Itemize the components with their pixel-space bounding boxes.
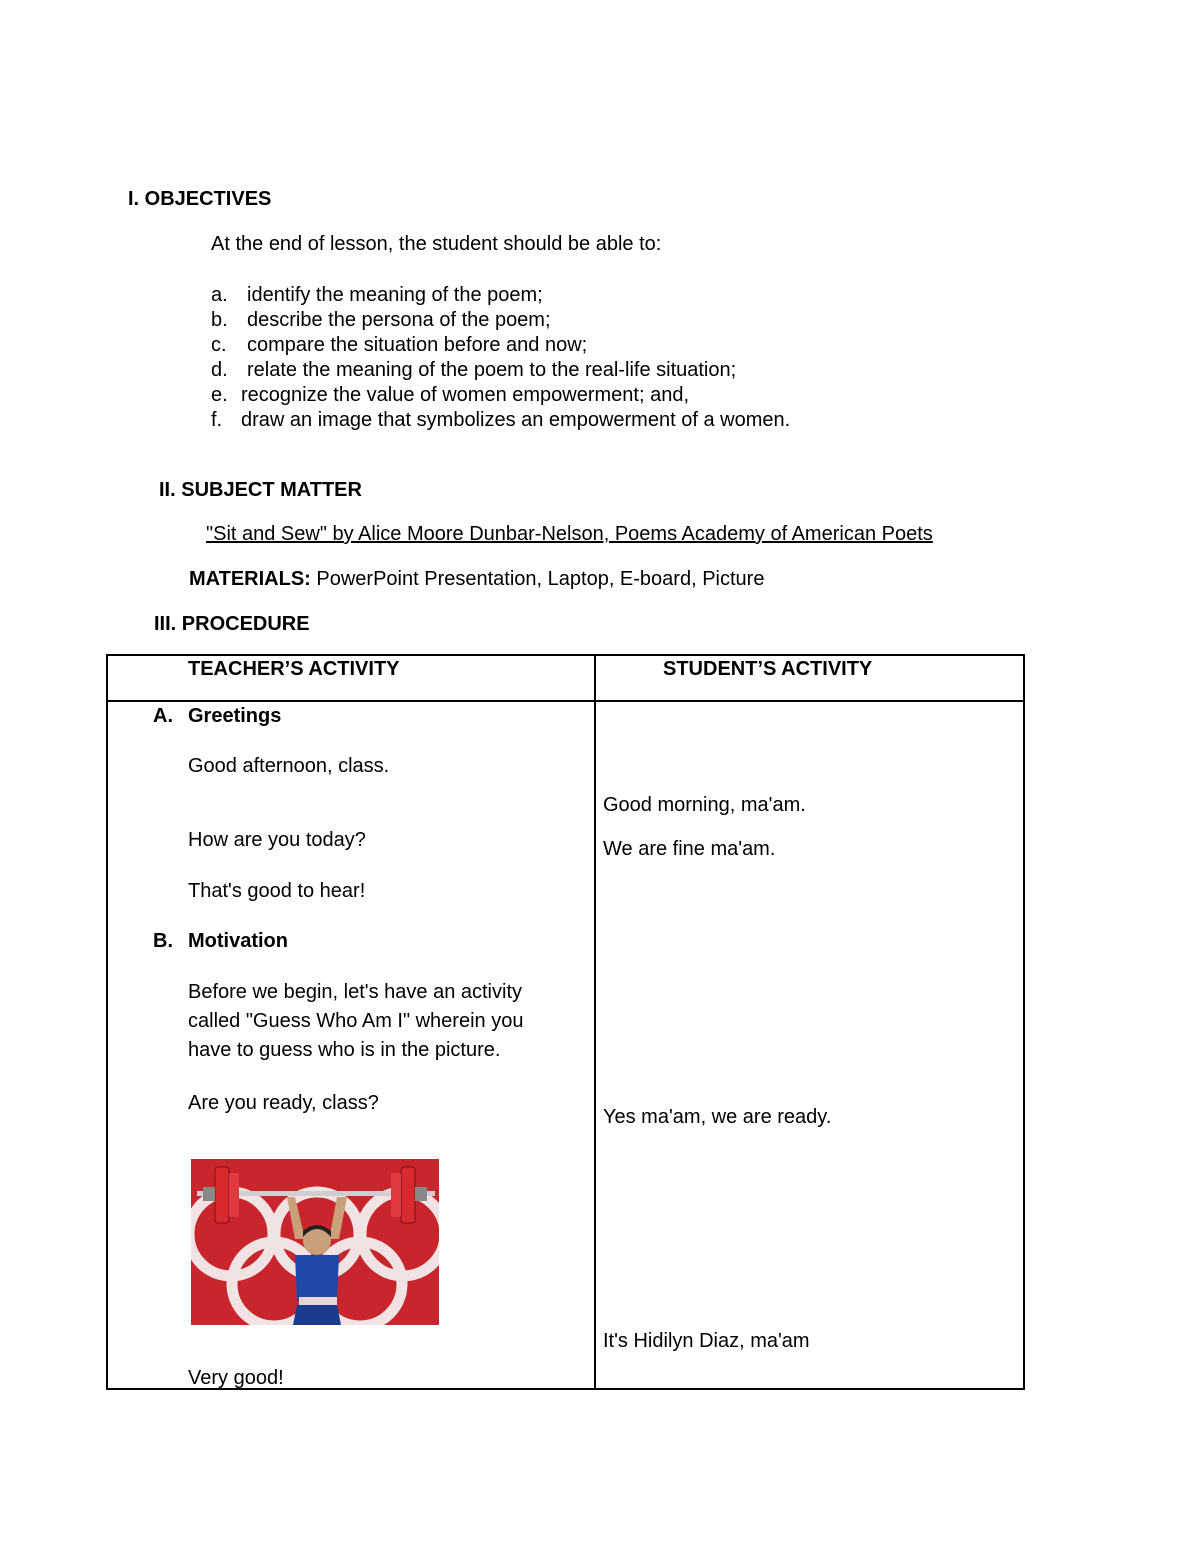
objectives-heading: I. OBJECTIVES xyxy=(128,188,272,210)
teacher-good-to-hear: That's good to hear! xyxy=(188,880,366,902)
teacher-greeting: Good afternoon, class. xyxy=(188,755,390,777)
objective-item xyxy=(211,409,790,432)
column-divider xyxy=(594,656,596,1388)
objective-letter: a. xyxy=(211,284,228,306)
objective-text: recognize the value of women empowerment; and, xyxy=(241,384,690,406)
objective-item xyxy=(211,284,543,307)
student-good-morning: Good morning, ma'am. xyxy=(603,794,806,816)
objective-item xyxy=(211,384,689,407)
objective-item xyxy=(211,309,551,332)
objective-text: describe the persona of the poem; xyxy=(247,309,551,331)
objective-text: compare the situation before and now; xyxy=(247,334,588,356)
teacher-activity-line: Before we begin, let's have an activity xyxy=(188,981,523,1003)
objective-item xyxy=(211,334,587,357)
section-a-letter: A. xyxy=(153,705,173,727)
objective-item xyxy=(211,359,736,382)
section-b-title: Motivation xyxy=(188,930,288,952)
teacher-how-are-you: How are you today? xyxy=(188,829,366,851)
objective-letter: b. xyxy=(211,309,228,331)
objective-text: relate the meaning of the poem to the real-life situation; xyxy=(247,359,737,381)
teacher-activity-line: called "Guess Who Am I" wherein you xyxy=(188,1010,524,1032)
section-b-letter: B. xyxy=(153,930,173,952)
teacher-activity-header: TEACHER’S ACTIVITY xyxy=(188,658,400,680)
materials-line xyxy=(189,568,764,591)
subject-reference: "Sit and Sew" by Alice Moore Dunbar-Nelson, Poems Academy of American Poets xyxy=(206,523,933,545)
procedure-heading: III. PROCEDURE xyxy=(154,613,310,635)
objective-letter: c. xyxy=(211,334,227,356)
teacher-are-you-ready: Are you ready, class? xyxy=(188,1092,379,1114)
weightlifter-photo xyxy=(191,1159,439,1325)
teacher-very-good: Very good! xyxy=(188,1367,284,1389)
objective-text: identify the meaning of the poem; xyxy=(247,284,543,306)
objective-letter: f. xyxy=(211,409,223,431)
objective-letter: d. xyxy=(211,359,228,381)
materials-label: MATERIALS: xyxy=(189,568,311,590)
header-divider xyxy=(108,700,1023,702)
objective-letter: e. xyxy=(211,384,228,406)
student-we-are-fine: We are fine ma'am. xyxy=(603,838,776,860)
student-activity-header: STUDENT’S ACTIVITY xyxy=(663,658,873,680)
subject-matter-heading: II. SUBJECT MATTER xyxy=(159,479,362,501)
student-answer: It's Hidilyn Diaz, ma'am xyxy=(603,1330,810,1352)
materials-value: PowerPoint Presentation, Laptop, E-board, Picture xyxy=(310,568,765,590)
objectives-intro: At the end of lesson, the student should be able to: xyxy=(211,233,662,255)
teacher-activity-line: have to guess who is in the picture. xyxy=(188,1039,501,1061)
student-we-are-ready: Yes ma'am, we are ready. xyxy=(603,1106,832,1128)
section-a-title: Greetings xyxy=(188,705,282,727)
objective-text: draw an image that symbolizes an empowerment of a women. xyxy=(241,409,791,431)
